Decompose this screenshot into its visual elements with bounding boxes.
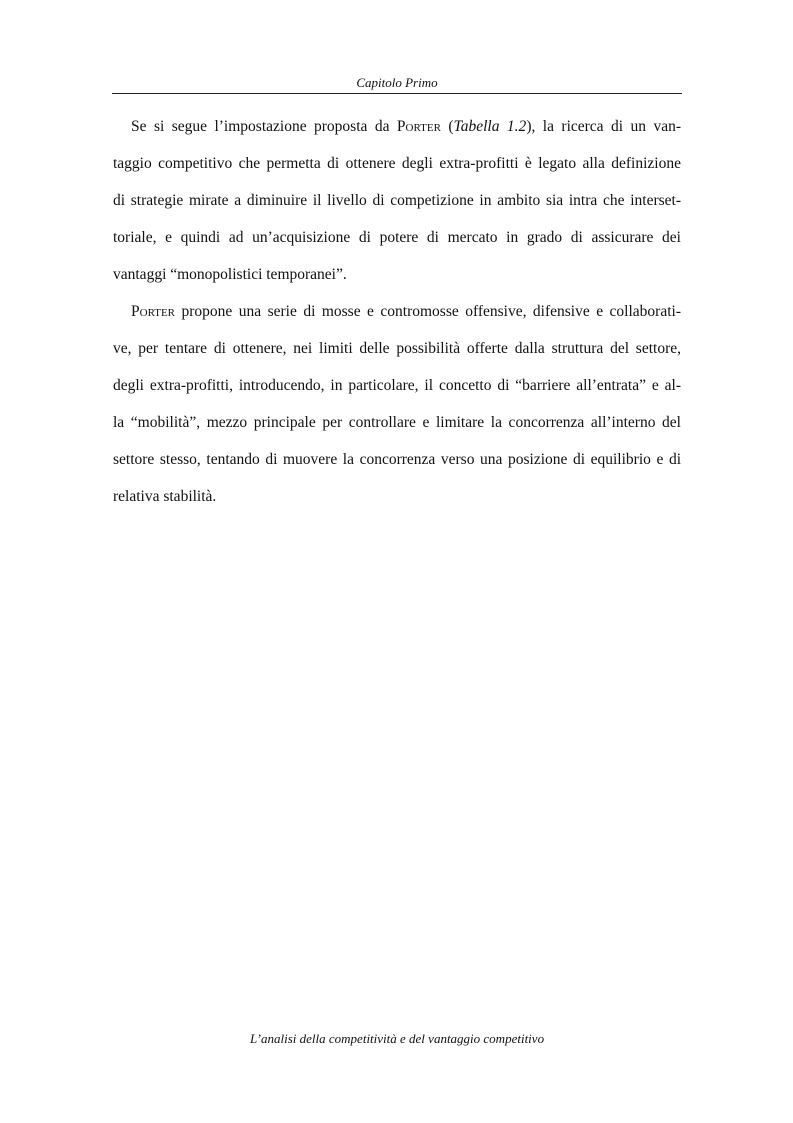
- paragraph-1: [113, 108, 681, 293]
- text-line: degli extra-profitti, introducendo, in particolare, il concetto di “barriere all’entrata” e al-: [113, 377, 681, 394]
- text-line: taggio competitivo che permetta di ottenere degli extra-profitti è legato alla definizione: [113, 155, 681, 172]
- running-header: Capitolo Primo: [356, 75, 438, 90]
- text-line: ve, per tentare di ottenere, nei limiti delle possibilità offerte dalla struttura del settore,: [113, 340, 681, 357]
- text-line: relativa stabilità.: [113, 488, 217, 505]
- text-line: la “mobilità”, mezzo principale per controllare e limitare la concorrenza all’interno del: [113, 414, 681, 431]
- header-rule: [112, 93, 682, 94]
- author-name: Porter: [396, 118, 441, 135]
- table-reference: Tabella 1.2: [453, 118, 527, 135]
- text-line: [113, 293, 681, 330]
- body-text: [113, 108, 681, 515]
- text-run: (: [440, 118, 454, 135]
- text-line: toriale, e quindi ad un’acquisizione di potere di mercato in grado di assicurare dei: [113, 229, 681, 246]
- text-run: ), la ricerca di un van-: [526, 118, 681, 135]
- text-run: Se si segue l’impostazione proposta da: [131, 118, 397, 135]
- text-run: propone una serie di mosse e contromosse offensive, difensive e collaborati-: [175, 303, 681, 320]
- paragraph-2: [113, 293, 681, 515]
- text-line: settore stesso, tentando di muovere la concorrenza verso una posizione di equilibrio e di: [113, 451, 681, 468]
- text-line: [113, 108, 681, 145]
- author-name: Porter: [131, 303, 176, 320]
- running-footer: L’analisi della competitività e del vantaggio competitivo: [249, 1031, 545, 1046]
- text-line: di strategie mirate a diminuire il livello di competizione in ambito sia intra che interset-: [113, 192, 681, 209]
- text-line: vantaggi “monopolistici temporanei”.: [113, 266, 347, 283]
